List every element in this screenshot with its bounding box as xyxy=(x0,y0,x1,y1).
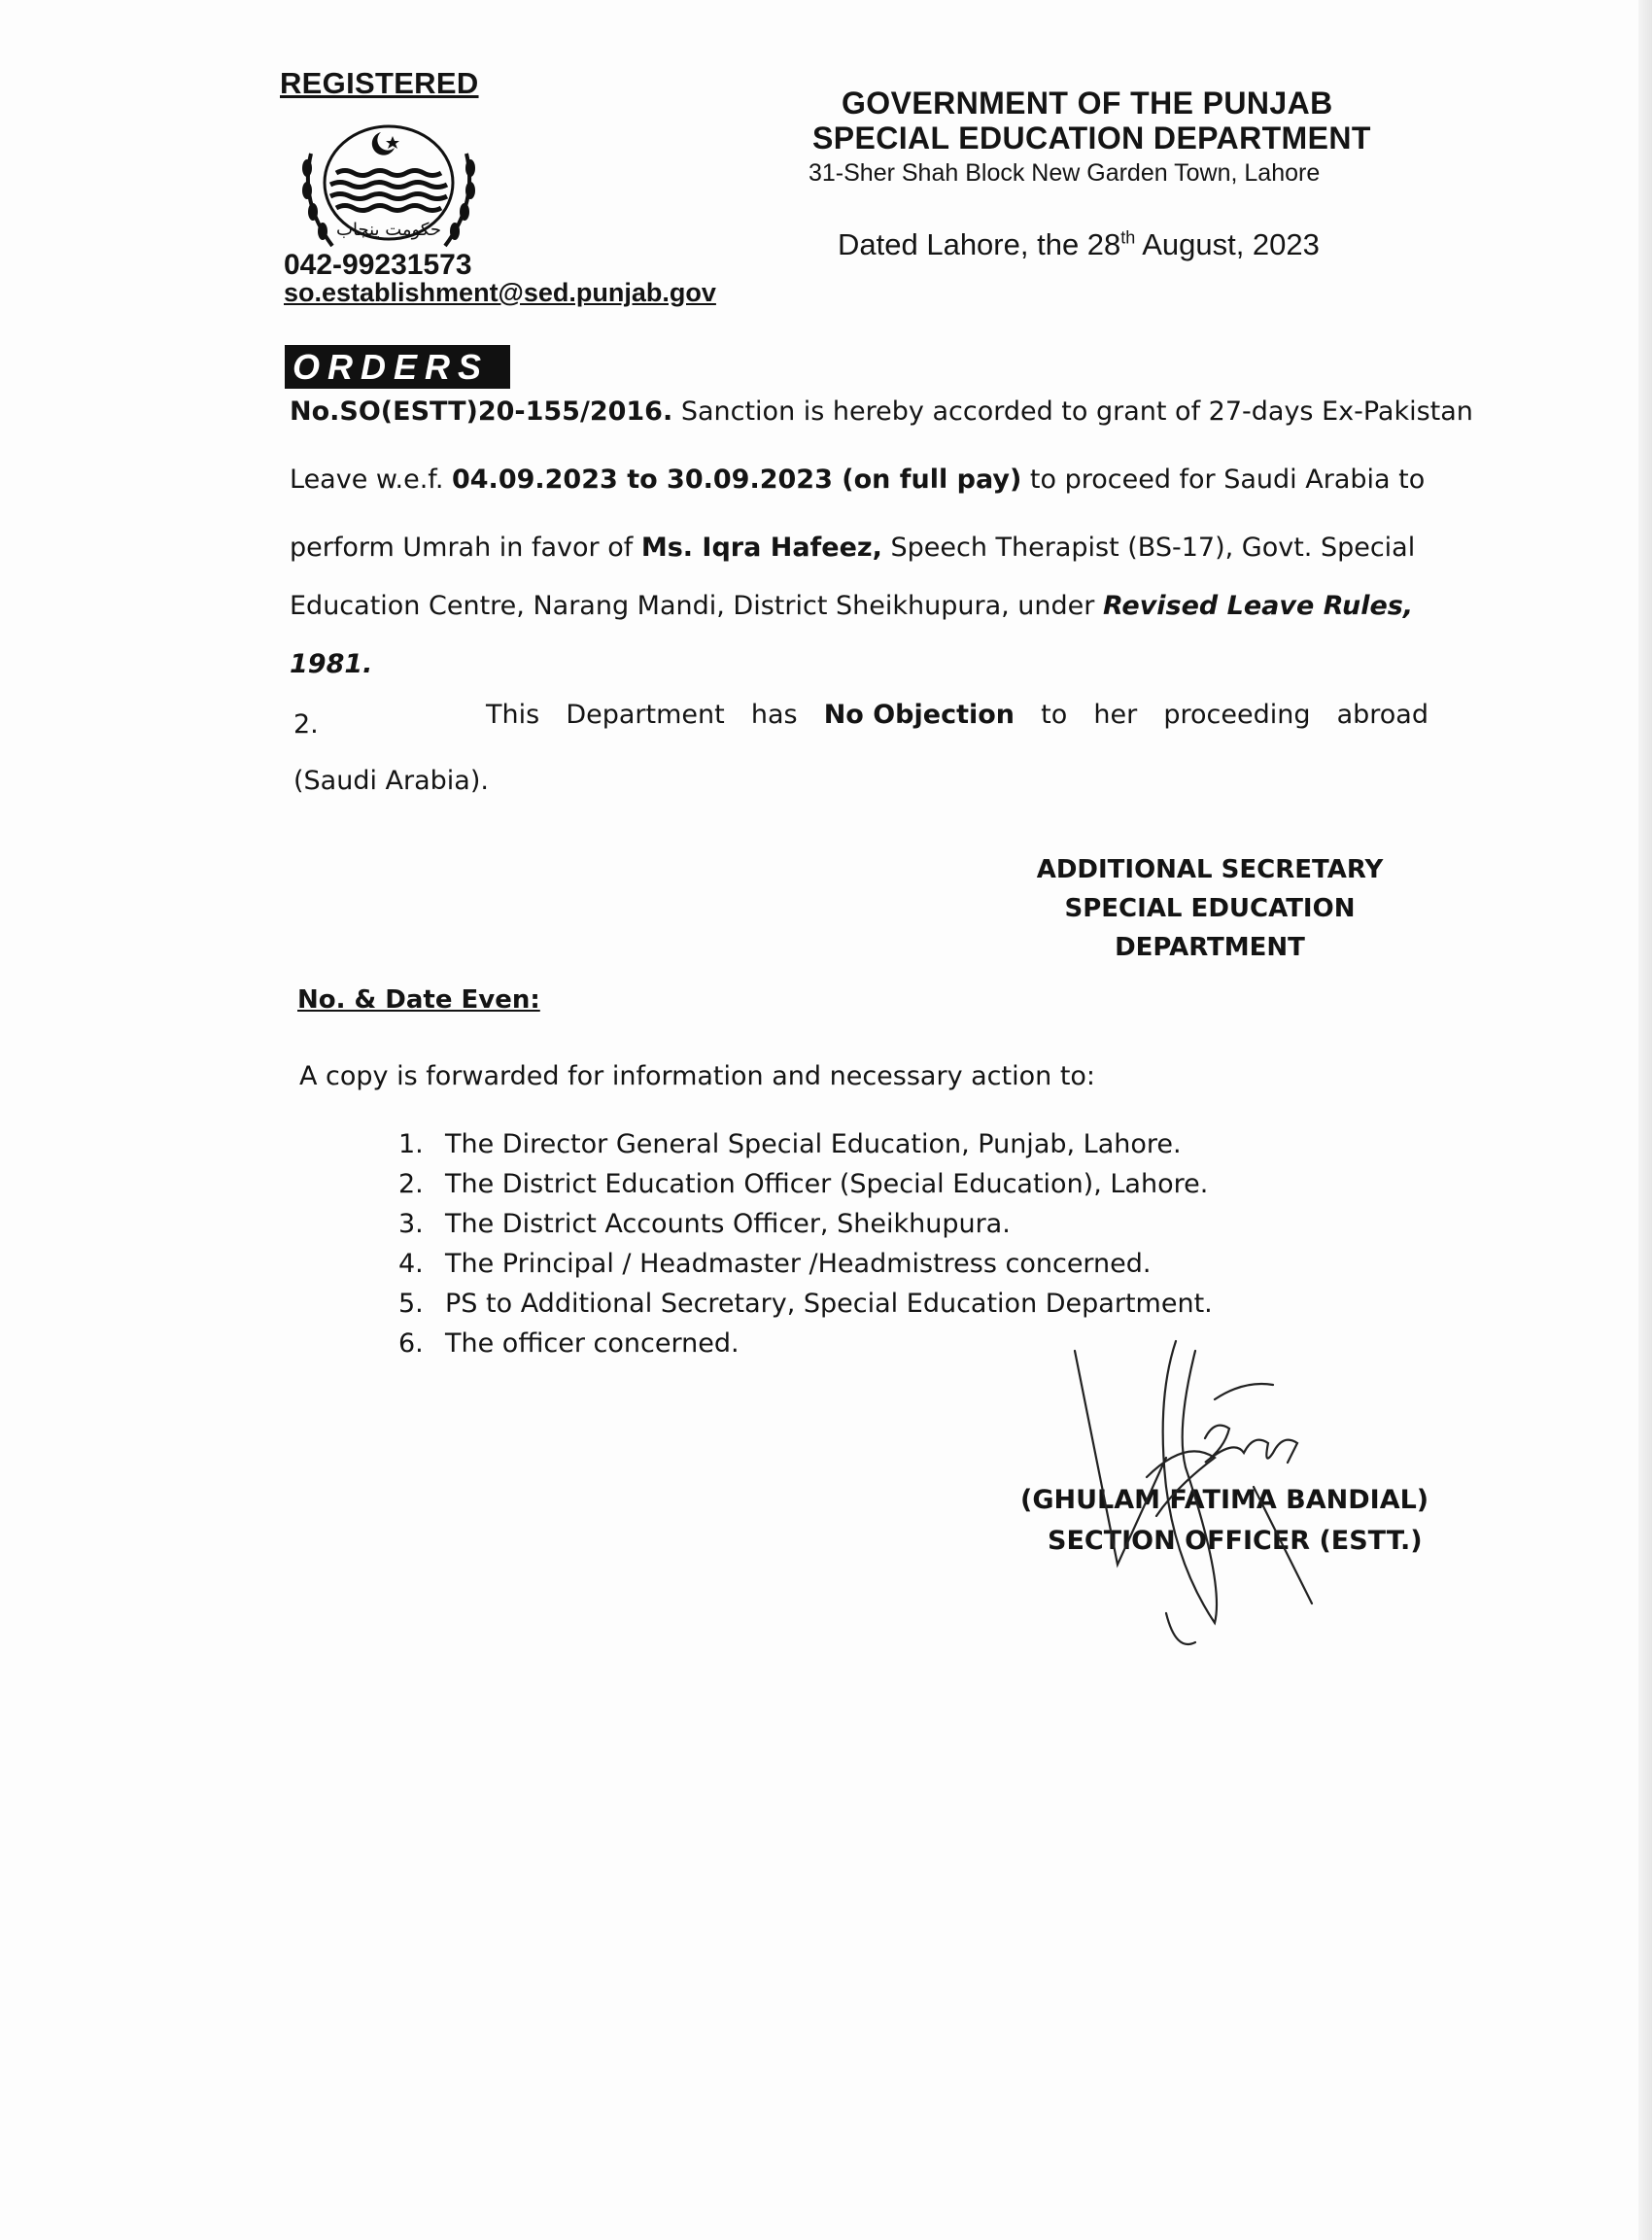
signatory-designation: SECTION OFFICER (ESTT.) xyxy=(1048,1526,1423,1556)
order-line-3 xyxy=(290,534,1415,561)
copy-forwarded-intro: A copy is forwarded for information and necessary action to: xyxy=(299,1061,1096,1091)
paragraph-2-end: (Saudi Arabia). xyxy=(293,766,489,796)
date-prefix: Dated Lahore, the 28 xyxy=(838,227,1121,261)
p2-word: Department xyxy=(566,700,725,730)
date-ordinal: th xyxy=(1120,227,1136,248)
page-edge xyxy=(1638,0,1652,2240)
email-address: so.establishment@sed.punjab.gov xyxy=(284,278,716,307)
department-title: SPECIAL EDUCATION DEPARTMENT xyxy=(812,121,1371,155)
list-text: The Principal / Headmaster /Headmistress concerned. xyxy=(445,1249,1152,1279)
list-item xyxy=(398,1249,1213,1289)
logo-script-text: حکومت پنجاب xyxy=(336,220,441,240)
p2-word: proceeding xyxy=(1163,700,1311,730)
p2-word: to xyxy=(1041,700,1068,730)
no-objection: No Objection xyxy=(823,700,1015,730)
phone-number: 042-99231573 xyxy=(284,249,472,281)
handwritten-signature xyxy=(1059,1322,1370,1671)
p2-word: abroad xyxy=(1336,700,1428,730)
order-reference-number: No.SO(ESTT)20-155/2016. xyxy=(290,396,673,427)
list-item xyxy=(398,1129,1213,1169)
authority-line-3: DEPARTMENT xyxy=(1115,933,1305,962)
order-text: Sanction is hereby accorded to grant of 27-days Ex-Pakistan xyxy=(672,396,1473,427)
list-text: The officer concerned. xyxy=(445,1328,740,1359)
order-line-4 xyxy=(290,593,1413,619)
list-text: The Director General Special Education, Punjab, Lahore. xyxy=(445,1129,1182,1159)
authority-line-2: SPECIAL EDUCATION xyxy=(1064,894,1356,923)
rules-year: 1981. xyxy=(290,649,373,679)
paragraph-2-text xyxy=(486,702,1428,728)
list-number: 2. xyxy=(398,1169,424,1199)
p2-word: has xyxy=(750,700,798,730)
order-text: to proceed for Saudi Arabia to xyxy=(1021,465,1426,495)
registered-label: REGISTERED xyxy=(280,66,479,100)
order-text: Education Centre, Narang Mandi, District Sheikhupura, under xyxy=(290,591,1103,621)
order-text: Speech Therapist (BS-17), Govt. Special xyxy=(881,533,1416,563)
list-item xyxy=(398,1209,1213,1249)
list-number: 3. xyxy=(398,1209,424,1239)
paragraph-2-number: 2. xyxy=(293,709,319,740)
leave-dates: 04.09.2023 to 30.09.2023 (on full pay) xyxy=(451,465,1022,495)
government-title: GOVERNMENT OF THE PUNJAB xyxy=(842,86,1333,121)
department-address: 31-Sher Shah Block New Garden Town, Lahore xyxy=(809,159,1321,187)
p2-word: her xyxy=(1093,700,1138,730)
order-line-2 xyxy=(290,466,1425,493)
orders-heading: ORDERS xyxy=(285,345,510,389)
list-text: The District Accounts Officer, Sheikhupura. xyxy=(445,1209,1011,1239)
signatory-name: (GHULAM FATIMA BANDIAL) xyxy=(1020,1485,1429,1515)
date-suffix: August, 2023 xyxy=(1135,227,1320,261)
list-item xyxy=(398,1169,1213,1209)
date-line xyxy=(838,227,1320,262)
list-text: The District Education Officer (Special Education), Lahore. xyxy=(445,1169,1209,1199)
list-number: 4. xyxy=(398,1249,424,1279)
list-number: 6. xyxy=(398,1328,424,1359)
order-text: Leave w.e.f. xyxy=(290,465,452,495)
authority-line-1: ADDITIONAL SECRETARY xyxy=(1036,855,1384,884)
no-and-date-even: No. & Date Even: xyxy=(297,985,540,1015)
list-number: 5. xyxy=(398,1289,424,1319)
order-line-1 xyxy=(290,398,1473,425)
list-text: PS to Additional Secretary, Special Education Department. xyxy=(445,1289,1213,1319)
punjab-government-logo xyxy=(292,115,496,270)
order-text: perform Umrah in favor of xyxy=(290,533,641,563)
list-number: 1. xyxy=(398,1129,424,1159)
p2-word: This xyxy=(486,700,540,730)
employee-name: Ms. Iqra Hafeez, xyxy=(640,533,882,563)
leave-rules: Revised Leave Rules, xyxy=(1102,591,1414,621)
